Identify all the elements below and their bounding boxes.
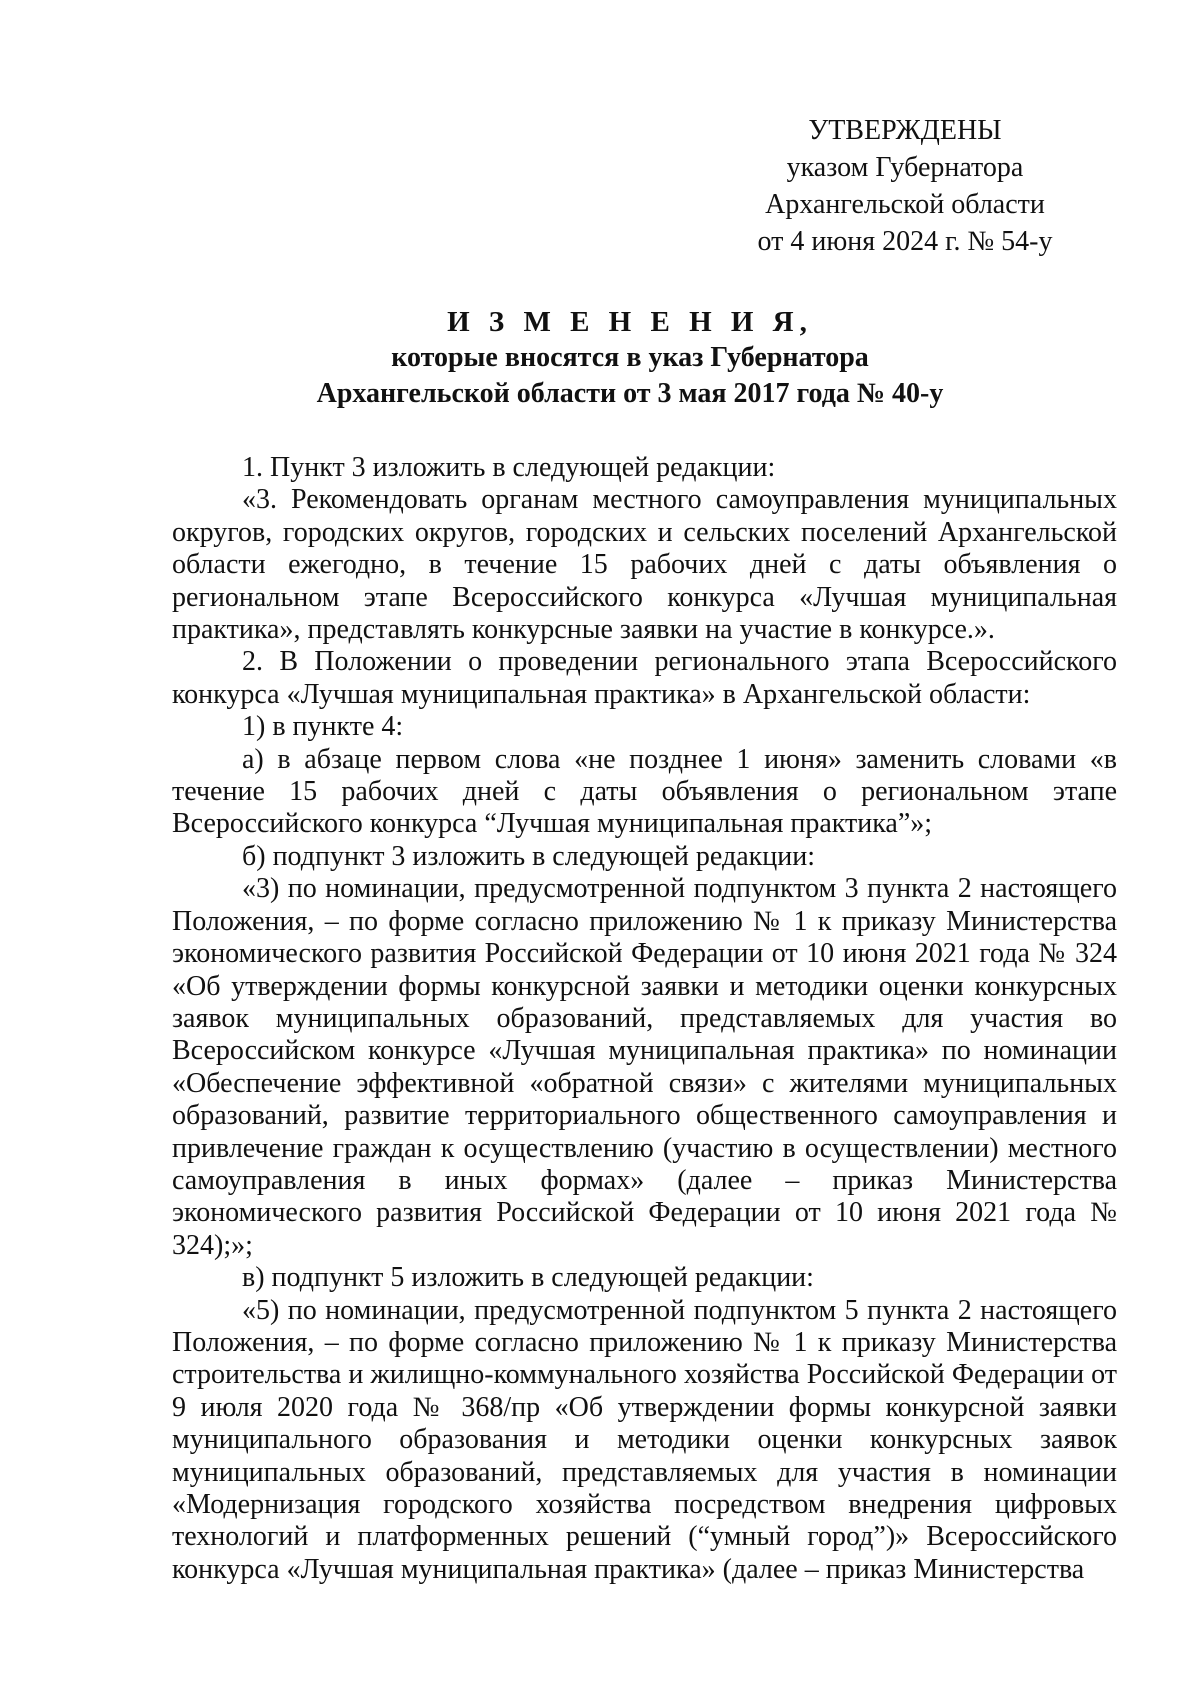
approval-line-3: Архангельской области (765, 189, 1045, 220)
title-line-2: которые вносятся в указ Губернатора (391, 342, 869, 373)
document-body (172, 452, 1117, 1586)
paragraph-2: «3. Рекомендовать органам местного самоуправления муниципальных округов, городских округов, городских и сельских поселений Архангельской области ежегодно, в течение 15 рабочих дней с даты объявления о региональном этапе Всероссийского конкурса «Лучшая муниципальная практика», представлять конкурсные заявки на участие в конкурсе.». (172, 484, 1117, 646)
paragraph-5: а) в абзаце первом слова «не позднее 1 июня» заменить словами «в течение 15 рабочих дней с даты объявления о региональном этапе Всероссийского конкурса “Лучшая муниципальная практика”»; (172, 743, 1117, 840)
title-line-3: Архангельской области от 3 мая 2017 года № 40-у (316, 378, 944, 409)
approval-line-4: от 4 июня 2024 г. № 54-у (757, 226, 1053, 257)
paragraph-3: 2. В Положении о проведении регионального этапа Всероссийского конкурса «Лучшая муниципальная практика» в Архангельской области: (172, 646, 1117, 710)
paragraph-1: 1. Пункт 3 изложить в следующей редакции: (242, 452, 776, 483)
title-heading: И З М Е Н Е Н И Я, (447, 306, 813, 338)
paragraph-8: в) подпункт 5 изложить в следующей редакции: (242, 1262, 814, 1294)
paragraph-6: б) подпункт 3 изложить в следующей редакции: (242, 840, 815, 872)
document-title (170, 304, 1090, 412)
paragraph-4: 1) в пункте 4: (242, 711, 404, 743)
paragraph-7: «3) по номинации, предусмотренной подпунктом 3 пункта 2 настоящего Положения, – по форме согласно приложению № 1 к приказу Министерства экономического развития Российской Федерации от 10 июня 2021 года № 324 «Об утверждении формы конкурсной заявки и методики оценки конкурсных заявок муниципальных образований, представляемых для участия во Всероссийском конкурсе «Лучшая муниципальная практика» по номинации «Обеспечение эффективной «обратной связи» с жителями муниципальных образований, развитие территориального общественного самоуправления и привлечение граждан к осуществлению (участию в осуществлении) местного самоуправления в иных формах» (далее – приказ Министерства экономического развития Российской Федерации от 10 июня 2021 года № 324);»; (172, 873, 1117, 1261)
approval-stamp (740, 112, 1070, 260)
paragraph-9: «5) по номинации, предусмотренной подпунктом 5 пункта 2 настоящего Положения, – по форме согласно приложению № 1 к приказу Министерства строительства и жилищно-коммунального хозяйства Российской Федерации от 9 июля 2020 года № 368/пр «Об утверждении формы конкурсной заявки муниципального образования и методики оценки конкурсных заявок муниципальных образований, представляемых для участия в номинации «Модернизация городского хозяйства посредством внедрения цифровых технологий и платформенных решений (“умный город”)» Всероссийского конкурса «Лучшая муниципальная практика» (далее – приказ Министерства (172, 1294, 1117, 1585)
approval-line-1: УТВЕРЖДЕНЫ (808, 115, 1002, 146)
approval-line-2: указом Губернатора (786, 152, 1024, 183)
